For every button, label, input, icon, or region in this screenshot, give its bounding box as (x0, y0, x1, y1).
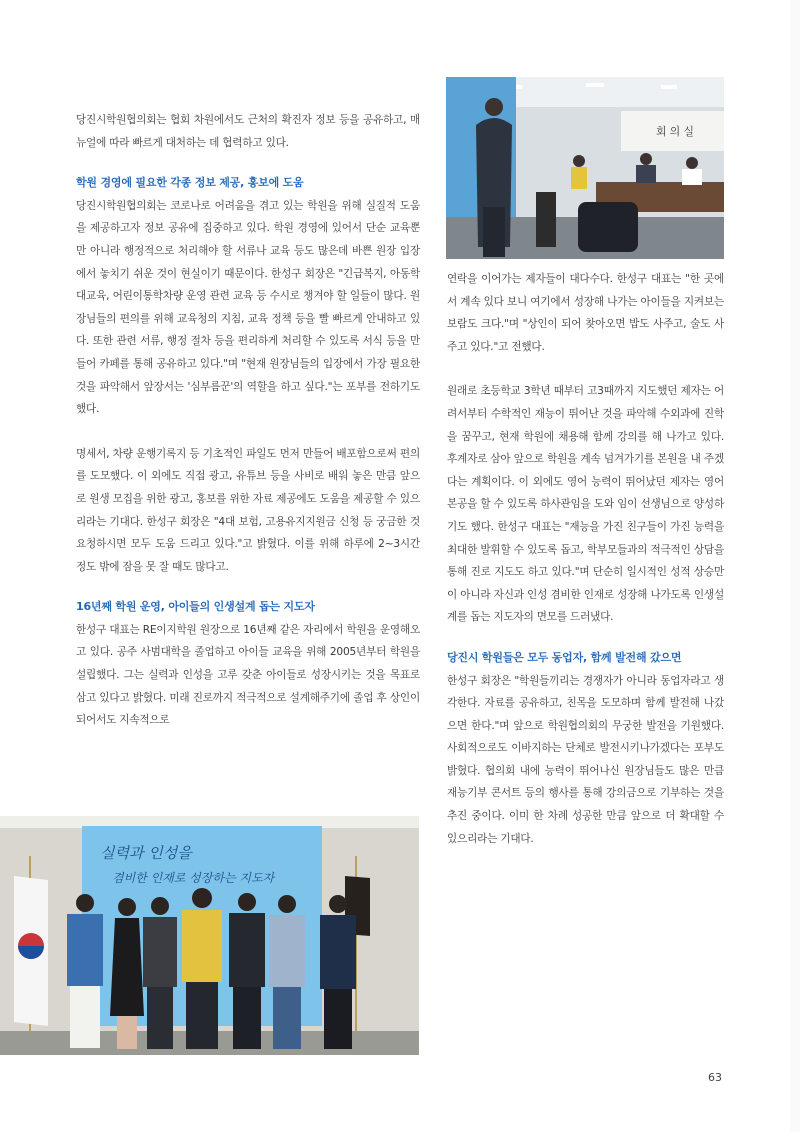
banner-line-1: 실력과 인성을 (100, 844, 192, 862)
wall-sign-text: 회 의 실 (656, 126, 694, 138)
group-photo (0, 816, 419, 1055)
section1-paragraph-1: 당진시학원협의회는 코로나로 어려움을 겪고 있는 학원을 위해 실질적 도움을 제공하고자 정보 공유에 집중하고 있다. 학원 경영에 있어서 단순 교육뿐만 아니라 행정적으로 처리해야 할 서류나 교육 등도 많은데 바쁜 원장 입장에서 놓치기 쉬운 것이 현실이기 때문이다. 한성구 회장은 "긴급복지, 아동학대교육, 어린이통학차량 운영 관련 교육 등 수시로 챙겨야 할 일들이 많다. 원장님들의 편의를 위해 교육청의 지침, 교육 정책 등을 빨 빠르게 안내하고 있다. 또한 관련 서류, 행정 절차 등을 편리하게 처리할 수 있도록 서식 등을 만들어 카페를 통해 공유하고 있다."며 "현재 원장님들의 입장에서 가장 필요한 것을 파악해서 앞장서는 '심부름꾼'의 역할을 하고 싶다."는 포부를 전하기도 했다. (76, 199, 420, 416)
section-heading-info: 학원 경영에 필요한 각종 정보 제공, 홍보에 도움 (76, 176, 304, 190)
page-number: 63 (708, 1071, 722, 1084)
continuation-paragraph: 연락을 이어가는 제자들이 대다수다. 한성구 대표는 "한 곳에서 계속 있다 보니 여기에서 성장해 나가는 아이들을 지켜보는 보람도 크다."며 "상인이 되어 찾아오면 밥도 사주고, 술도 사주고 있다."고 전했다. (447, 273, 724, 353)
left-article-column (76, 109, 420, 732)
intro-paragraph: 당진시학원협의회는 협회 차원에서도 근처의 확진자 정보 등을 공유하고, 매뉴얼에 따라 빠르게 대처하는 데 협력하고 있다. (76, 114, 420, 149)
partners-paragraph: 한성구 회장은 "학원들끼리는 경쟁자가 아니라 동업자라고 생각한다. 자료를 공유하고, 친목을 도모하며 함께 발전해 나갔으면 한다."며 앞으로 학원협의회의 무궁한 발전을 기원했다. 사회적으로도 이바지하는 단체로 발전시키나가겠다는 포부도 밝혔다. 협의회 내에 능력이 뛰어나신 원장님들도 많은 만큼 재능기부 콘서트 등의 행사를 통해 강의금으로 기부하는 것을 추진 중이다. 이미 한 차례 성공한 만큼 앞으로 더 확대할 수 있으리라는 기대다. (447, 674, 724, 845)
section1-paragraph-2: 명세서, 차량 운행기록지 등 기초적인 파일도 먼저 만들어 배포함으로써 편의를 도모했다. 이 외에도 직접 광고, 유튜브 등을 사비로 배워 놓은 만큼 앞으로 원생 모집을 위한 광고, 홍보를 위한 자료 제공에도 도움을 제공할 수 있으리라는 기대다. 한성구 회장은 "4대 보험, 고용유지지원금 신청 등 궁금한 것 요청하시면 모두 도움 드리고 있다."고 밝혔다. 이를 위해 하루에 2~3시간 정도 밖에 잠을 못 잘 때도 많다고. (76, 447, 420, 573)
banner-line-2: 겸비한 인재로 성장하는 지도자 (112, 871, 275, 885)
right-article-column (447, 268, 724, 850)
section2-paragraph-1: 한성구 대표는 RE이지학원 원장으로 16년째 같은 자리에서 학원을 운영해오고 있다. 공주 사범대학을 졸업하고 아이들 교육을 위해 2005년부터 학원을 설립했다. 그는 실력과 인성을 고루 갖춘 아이들로 성장시키는 것을 목표로 삼고 있다고 밝혔다. 미래 진로까지 적극적으로 설계해주기에 졸업 후 상인이 되어서도 지속적으로 (76, 623, 420, 727)
section-heading-partners: 당진시 학원들은 모두 동업자, 함께 발전해 갔으면 (447, 650, 682, 664)
page-edge (790, 0, 800, 1132)
students-paragraph: 원래로 초등학교 3학년 때부터 고3때까지 지도했던 제자는 어려서부터 수학적인 재능이 뛰어난 것을 파악해 수외과에 진학을 꿈꾸고, 현재 학원에 채용해 함께 강의를 해 나가고 있다. 후계자로 삼아 앞으로 학원을 계속 넘겨가기를 본원을 내 주겠다는 계획이다. 이 외에도 영어 능력이 뛰어났던 제자는 영어본공을 할 수 있도록 하사관임을 도와 임이 선생님으로 양성하기도 했다. 한성구 대표는 "재능을 가진 친구들이 가진 능력을 최대한 발휘할 수 있도록 돕고, 학부모들과의 적극적인 상담을 통해 진로 지도도 하고 있다."며 단순히 일시적인 성적 상승만이 아니라 자신과 인성 겸비한 인재로 성장해 나가도록 인생설계를 돕는 지도자의 면모를 드러냈다. (447, 385, 724, 624)
meeting-room-photo (446, 77, 724, 259)
section-heading-leader: 16년째 학원 운영, 아이들의 인생설계 돕는 지도자 (76, 600, 315, 614)
